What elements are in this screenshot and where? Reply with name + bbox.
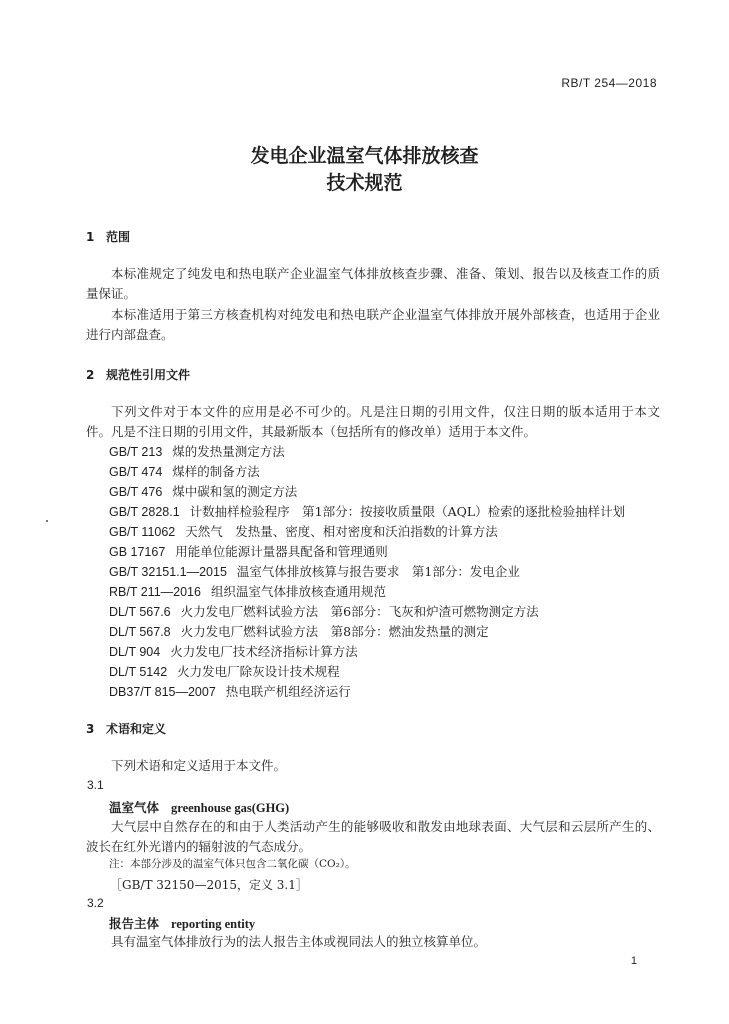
reference-title: 火力发电厂燃料试验方法 第8部分：燃油发热量的测定 [180, 624, 489, 639]
reference-title: 火力发电厂除灰设计技术规程 [177, 664, 340, 679]
section-3-heading [86, 720, 166, 737]
standard-number: RB/T 254—2018 [561, 76, 657, 90]
section-number: 1 [86, 230, 95, 244]
scan-speck [46, 520, 48, 522]
reference-item [109, 622, 489, 640]
reference-item [109, 542, 388, 560]
section-title: 范围 [106, 230, 131, 244]
reference-title: 温室气体排放核算与报告要求 第1部分：发电企业 [236, 564, 520, 579]
term-heading [109, 798, 289, 816]
term-heading [109, 914, 255, 932]
section-2-intro: 下列文件对于本文件的应用是必不可少的。凡是注日期的引用文件，仅注日期的版本适用于本文件。凡是不注日期的引用文件，其最新版本（包括所有的修改单）适用于本文件。 [86, 404, 660, 439]
reference-code: GB 17167 [109, 545, 166, 559]
reference-code: DL/T 904 [109, 645, 161, 659]
reference-code: GB/T 32151.1—2015 [109, 565, 227, 579]
section-1-paragraph-1: 本标准规定了纯发电和热电联产企业温室气体排放核查步骤、准备、策划、报告以及核查工作的质量保证。 [86, 266, 660, 301]
reference-title: 火力发电厂技术经济指标计算方法 [170, 644, 358, 659]
reference-title: 天然气 发热量、密度、相对密度和沃泊指数的计算方法 [185, 524, 498, 539]
reference-code: GB/T 474 [109, 465, 163, 479]
term-number: 3.1 [87, 778, 104, 792]
section-number: 3 [86, 722, 95, 736]
reference-code: GB/T 213 [109, 445, 163, 459]
reference-item [109, 462, 260, 480]
reference-code: DL/T 567.8 [109, 625, 171, 639]
reference-code: GB/T 476 [109, 485, 163, 499]
reference-code: GB/T 2828.1 [109, 505, 180, 519]
term-definition: 大气层中自然存在的和由于人类活动产生的能够吸收和散发由地球表面、大气层和云层所产生的、波长在红外光谱内的辐射波的气态成分。 [86, 819, 660, 854]
reference-title: 煤中碳和氢的测定方法 [172, 484, 298, 499]
reference-item [109, 562, 520, 580]
reference-item [109, 602, 539, 620]
page-number: 1 [630, 955, 637, 967]
section-title: 术语和定义 [106, 722, 167, 736]
reference-code: RB/T 211—2016 [109, 585, 201, 599]
section-title: 规范性引用文件 [106, 368, 191, 382]
reference-code: GB/T 11062 [109, 525, 176, 539]
section-3-intro: 下列术语和定义适用于本文件。 [111, 758, 287, 773]
reference-title: 火力发电厂燃料试验方法 第6部分：飞灰和炉渣可燃物测定方法 [180, 604, 539, 619]
reference-title: 煤的发热量测定方法 [172, 444, 285, 459]
reference-item [109, 662, 340, 680]
reference-item [109, 582, 386, 600]
reference-item [109, 502, 625, 520]
reference-item [109, 642, 358, 660]
reference-title: 计数抽样检验程序 第1部分：按接收质量限（AQL）检索的逐批检验抽样计划 [189, 504, 626, 519]
document-title: 发电企业温室气体排放核查 [250, 145, 479, 167]
section-1-heading [86, 228, 130, 245]
reference-title: 用能单位能源计量器具配备和管理通则 [175, 544, 388, 559]
section-2-heading [86, 366, 190, 383]
document-subtitle: 技术规范 [326, 172, 403, 194]
term-name-cn: 温室气体 [109, 800, 160, 815]
term-name-en: greenhouse gas(GHG) [171, 801, 290, 815]
term-number: 3.2 [87, 896, 104, 910]
term-source: ［GB/T 32150—2015，定义 3.1］ [110, 878, 308, 892]
reference-item [109, 482, 297, 500]
reference-title: 组织温室气体排放核查通用规范 [210, 584, 386, 599]
section-1-paragraph-2: 本标准适用于第三方核查机构对纯发电和热电联产企业温室气体排放开展外部核查，也适用于企业进行内部盘查。 [86, 307, 660, 342]
term-definition: 具有温室气体排放行为的法人报告主体或视同法人的独立核算单位。 [111, 934, 487, 949]
reference-item [109, 442, 285, 460]
reference-code: DB37/T 815—2007 [109, 685, 216, 699]
term-note: 注：本部分涉及的温室气体只包含二氧化碳（CO₂）。 [109, 858, 356, 870]
reference-title: 煤样的制备方法 [172, 464, 260, 479]
reference-item [109, 682, 351, 700]
reference-code: DL/T 567.6 [109, 605, 171, 619]
reference-code: DL/T 5142 [109, 665, 168, 679]
reference-title: 热电联产机组经济运行 [225, 684, 351, 699]
term-name-cn: 报告主体 [109, 916, 160, 931]
section-number: 2 [86, 368, 95, 382]
reference-item [109, 522, 498, 540]
term-name-en: reporting entity [171, 917, 256, 931]
